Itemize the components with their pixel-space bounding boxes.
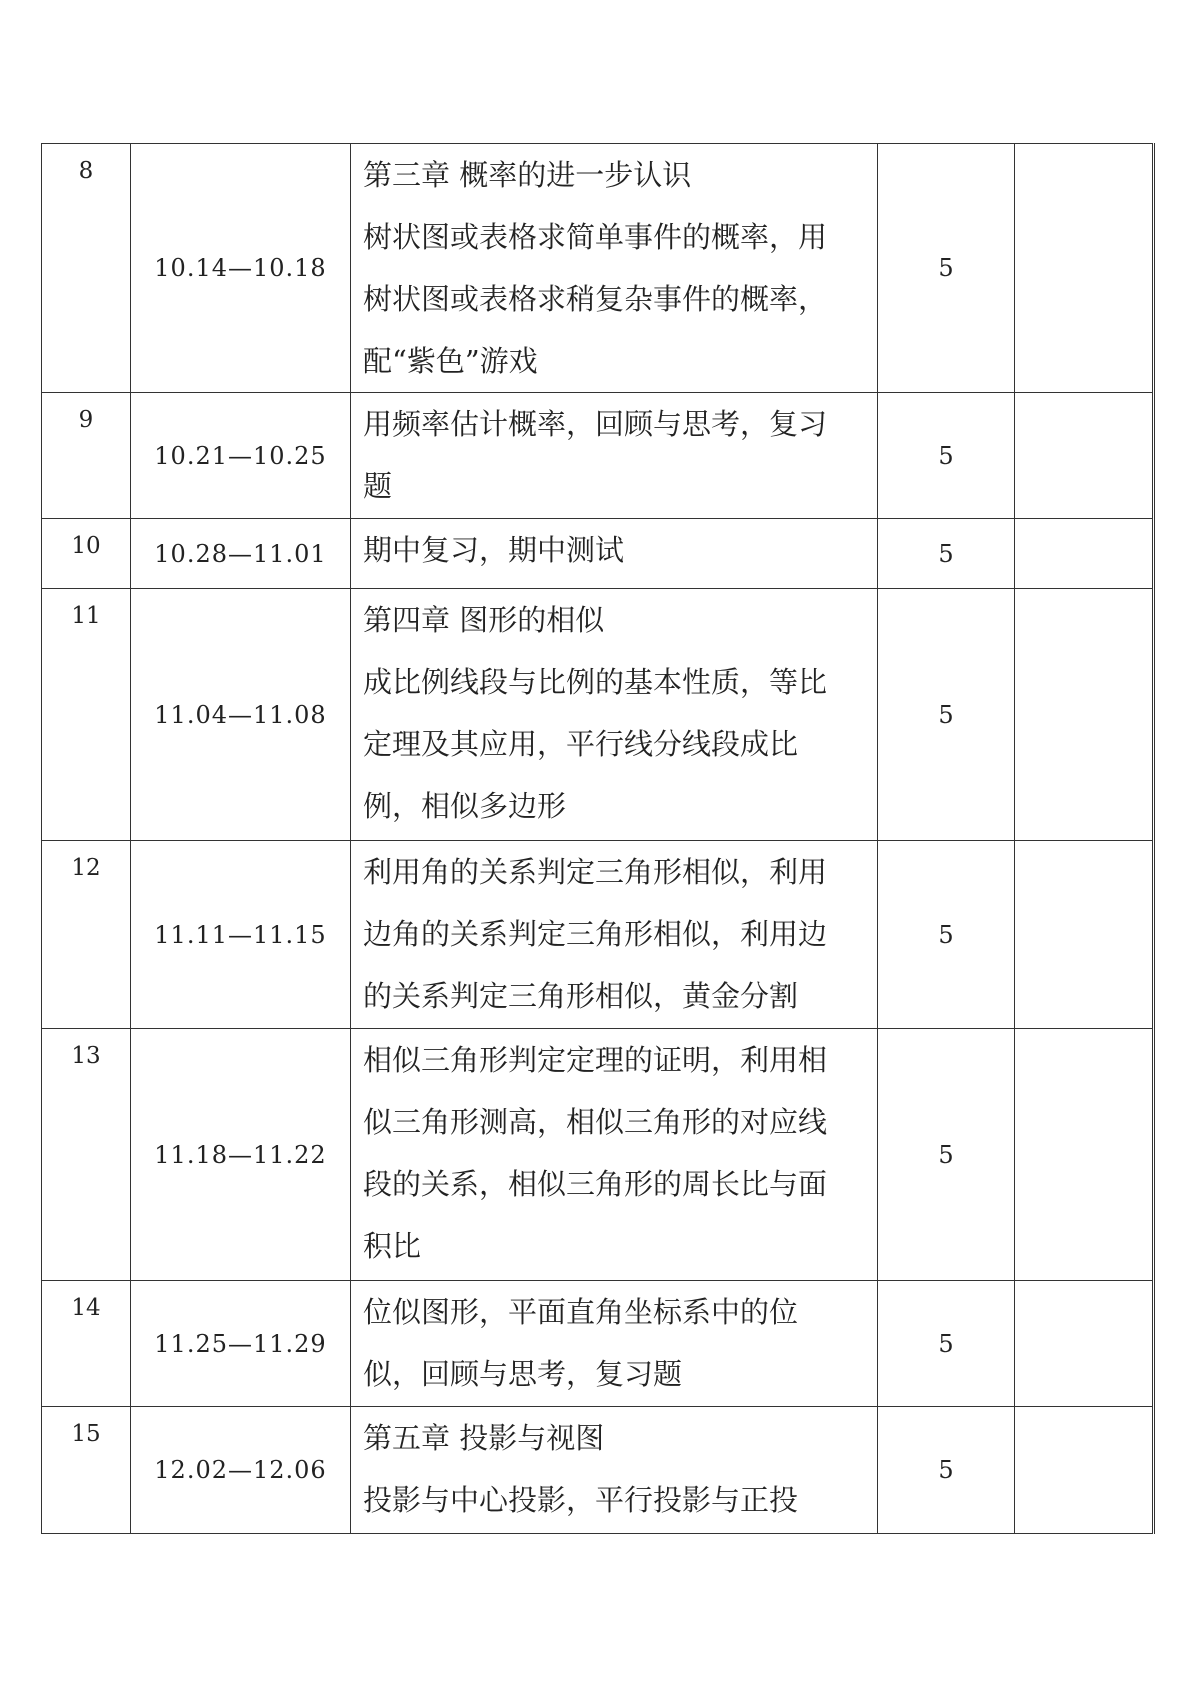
table-row: [42, 393, 1154, 519]
class-hours: 5: [878, 589, 1015, 841]
lesson-content: [351, 841, 878, 1029]
lesson-content: [351, 144, 878, 393]
week-number: 15: [42, 1407, 131, 1534]
content-line: 用频率估计概率，回顾与思考，复习: [363, 407, 828, 441]
date-range: 11.04—11.08: [131, 589, 351, 841]
teaching-schedule-table: [41, 143, 1155, 1534]
note-cell: [1015, 144, 1154, 393]
lesson-content: [351, 589, 878, 841]
content-line: 边角的关系判定三角形相似，利用边: [363, 917, 828, 951]
content-line: 似，回顾与思考，复习题: [363, 1357, 683, 1391]
week-number: 11: [42, 589, 131, 841]
content-line: 定理及其应用，平行线分线段成比: [363, 727, 799, 761]
week-number: 8: [42, 144, 131, 393]
date-range: 10.21—10.25: [131, 393, 351, 519]
table-row: [42, 1281, 1154, 1407]
lesson-content: [351, 1029, 878, 1281]
content-line: 题: [363, 469, 393, 503]
class-hours: 5: [878, 1407, 1015, 1534]
content-line: 利用角的关系判定三角形相似，利用: [363, 855, 828, 889]
table-row: [42, 144, 1154, 393]
week-number: 10: [42, 519, 131, 589]
class-hours: 5: [878, 841, 1015, 1029]
week-number: 12: [42, 841, 131, 1029]
note-cell: [1015, 841, 1154, 1029]
content-line: 似三角形测高，相似三角形的对应线: [363, 1105, 828, 1139]
content-line: 成比例线段与比例的基本性质，等比: [363, 665, 828, 699]
lesson-content: [351, 519, 878, 589]
content-line: 位似图形，平面直角坐标系中的位: [363, 1295, 799, 1329]
content-line: 第五章 投影与视图: [363, 1421, 605, 1455]
note-cell: [1015, 589, 1154, 841]
note-cell: [1015, 393, 1154, 519]
date-range: 11.11—11.15: [131, 841, 351, 1029]
class-hours: 5: [878, 144, 1015, 393]
content-line: 的关系判定三角形相似，黄金分割: [363, 979, 799, 1013]
date-range: 11.18—11.22: [131, 1029, 351, 1281]
class-hours: 5: [878, 1029, 1015, 1281]
note-cell: [1015, 519, 1154, 589]
content-line: 树状图或表格求简单事件的概率，用: [363, 220, 828, 254]
table-row: [42, 841, 1154, 1029]
class-hours: 5: [878, 519, 1015, 589]
week-number: 9: [42, 393, 131, 519]
class-hours: 5: [878, 1281, 1015, 1407]
note-cell: [1015, 1407, 1154, 1534]
content-line: 例，相似多边形: [363, 789, 567, 823]
table-row: [42, 519, 1154, 589]
lesson-content: [351, 1407, 878, 1534]
content-line: 相似三角形判定定理的证明，利用相: [363, 1043, 828, 1077]
date-range: 11.25—11.29: [131, 1281, 351, 1407]
table-row: [42, 1029, 1154, 1281]
content-line: 树状图或表格求稍复杂事件的概率，: [363, 282, 828, 316]
content-line: 第四章 图形的相似: [363, 603, 605, 637]
week-number: 13: [42, 1029, 131, 1281]
content-line: 投影与中心投影，平行投影与正投: [363, 1483, 799, 1517]
date-range: 12.02—12.06: [131, 1407, 351, 1534]
content-line: 期中复习，期中测试: [363, 533, 625, 567]
note-cell: [1015, 1029, 1154, 1281]
table-row: [42, 589, 1154, 841]
lesson-content: [351, 393, 878, 519]
table-row: [42, 1407, 1154, 1534]
content-line: 积比: [363, 1229, 422, 1263]
date-range: 10.28—11.01: [131, 519, 351, 589]
content-line: 配“紫色”游戏: [363, 344, 538, 378]
content-line: 段的关系，相似三角形的周长比与面: [363, 1167, 828, 1201]
lesson-content: [351, 1281, 878, 1407]
class-hours: 5: [878, 393, 1015, 519]
note-cell: [1015, 1281, 1154, 1407]
date-range: 10.14—10.18: [131, 144, 351, 393]
week-number: 14: [42, 1281, 131, 1407]
content-line: 第三章 概率的进一步认识: [363, 158, 692, 192]
